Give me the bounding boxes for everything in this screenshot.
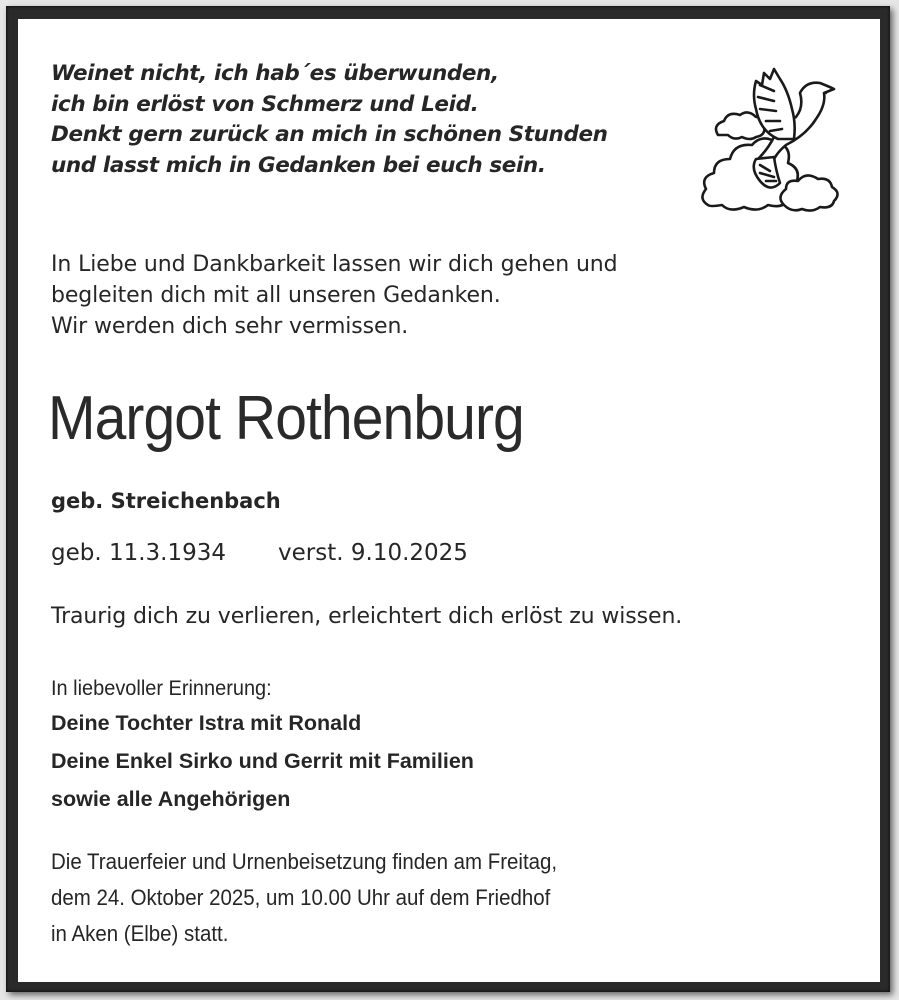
life-dates bbox=[51, 537, 468, 569]
poem-line: Weinet nicht, ich hab´es überwunden, bbox=[51, 61, 499, 86]
family-line: sowie alle Angehörigen bbox=[51, 787, 291, 811]
service-info bbox=[51, 844, 557, 952]
poem-line: und lasst mich in Gedanken bei euch sein. bbox=[51, 152, 546, 178]
family-list bbox=[51, 704, 474, 818]
poem bbox=[51, 59, 608, 181]
intro-line: Wir werden dich sehr vermissen. bbox=[51, 314, 409, 339]
family-line: Deine Tochter Istra mit Ronald bbox=[51, 711, 362, 735]
service-line: Die Trauerfeier und Urnenbeisetzung finden am Freitag, bbox=[51, 849, 558, 874]
death-date: verst. 9.10.2025 bbox=[278, 540, 468, 566]
intro-text bbox=[51, 249, 618, 342]
service-line: dem 24. Oktober 2025, um 10.00 Uhr auf dem Friedhof bbox=[51, 885, 551, 910]
birth-date: geb. 11.3.1934 bbox=[51, 540, 227, 566]
poem-line: Denkt gern zurück an mich in schönen Stunden bbox=[51, 122, 608, 147]
family-line: Deine Enkel Sirko und Gerrit mit Familien bbox=[51, 749, 474, 773]
obituary-card bbox=[18, 19, 880, 982]
poem-line: ich bin erlöst von Schmerz und Leid. bbox=[51, 91, 479, 117]
intro-line: In Liebe und Dankbarkeit lassen wir dich gehen und bbox=[51, 252, 618, 277]
service-line: in Aken (Elbe) statt. bbox=[51, 921, 229, 946]
dove-with-clouds-icon bbox=[698, 55, 848, 223]
deceased-name: Margot Rothenburg bbox=[48, 384, 524, 453]
maiden-name: geb. Streichenbach bbox=[51, 489, 281, 513]
memory-label: In liebevoller Erinnerung: bbox=[51, 677, 272, 700]
memorial-quote: Traurig dich zu verlieren, erleichtert dich erlöst zu wissen. bbox=[51, 604, 683, 629]
intro-line: begleiten dich mit all unseren Gedanken. bbox=[51, 283, 501, 308]
